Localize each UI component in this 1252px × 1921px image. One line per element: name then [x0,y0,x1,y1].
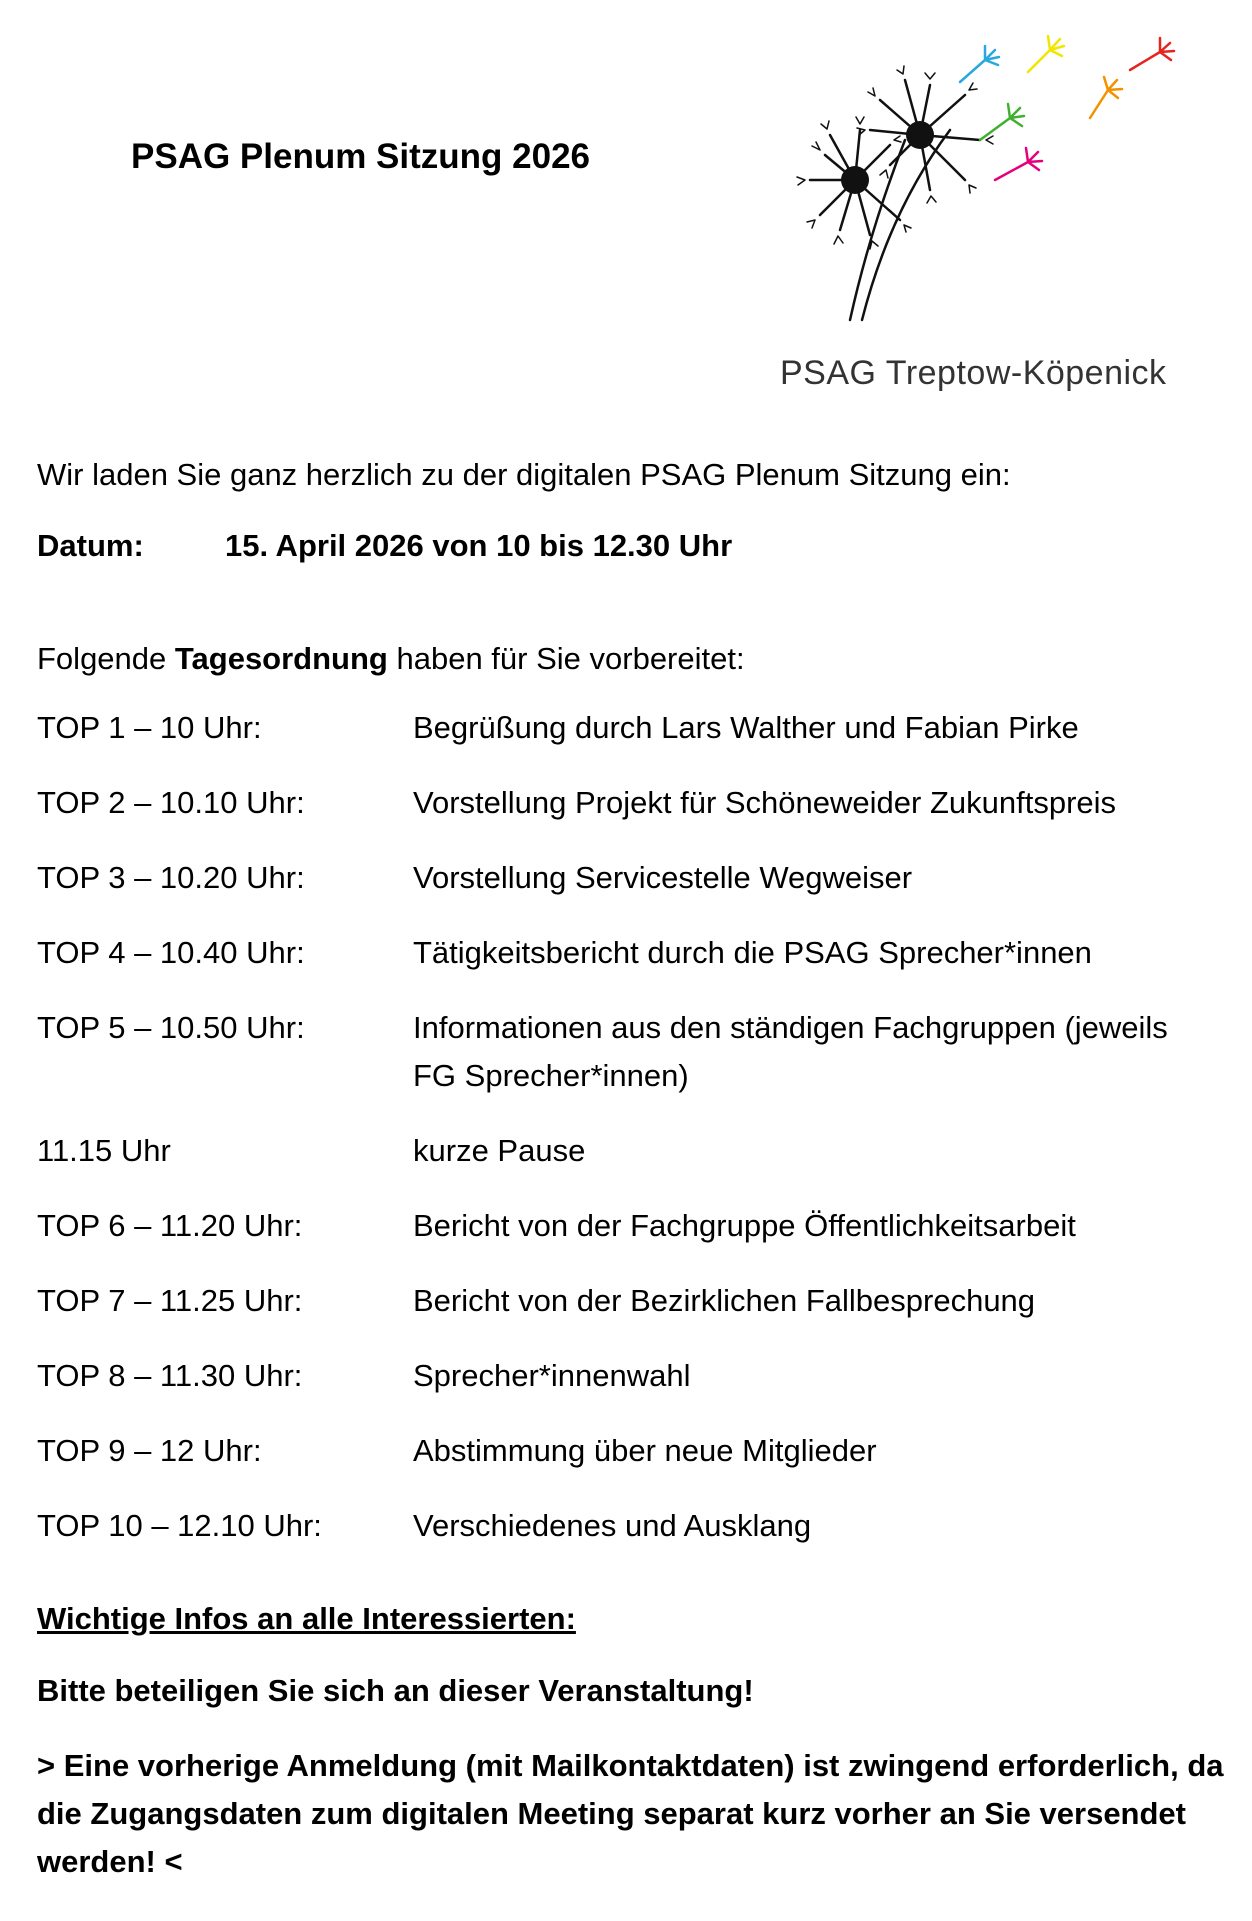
agenda-topic: Bericht von der Fachgruppe Öffentlichkeitsarbeit [413,1208,1076,1243]
agenda-time: TOP 10 – 12.10 Uhr: [37,1508,322,1543]
info-heading: Wichtige Infos an alle Interessierten: [37,1601,576,1636]
agenda-topic: Abstimmung über neue Mitglieder [413,1433,877,1468]
agenda-topic: Begrüßung durch Lars Walther und Fabian Pirke [413,710,1079,745]
agenda-item [37,1432,1237,1475]
agenda-time: TOP 1 – 10 Uhr: [37,710,262,745]
agenda-item [37,784,1237,827]
agenda-time: TOP 4 – 10.40 Uhr: [37,935,305,970]
agenda-topic: Tätigkeitsbericht durch die PSAG Sprecher*innen [413,935,1092,970]
organization-name: PSAG Treptow-Köpenick [780,354,1167,392]
agenda-time: TOP 3 – 10.20 Uhr: [37,860,305,895]
agenda-topic: Informationen aus den ständigen Fachgruppen (jeweils FG Sprecher*innen) [413,1010,1168,1093]
agenda-item [37,1132,1237,1175]
agenda-intro-after: haben für Sie vorbereitet: [387,641,745,676]
agenda-time: TOP 6 – 11.20 Uhr: [37,1208,303,1243]
agenda-item [37,934,1237,977]
date-value: 15. April 2026 von 10 bis 12.30 Uhr [225,528,733,563]
agenda-item [37,1507,1237,1550]
intro-text: Wir laden Sie ganz herzlich zu der digitalen PSAG Plenum Sitzung ein: [37,457,1011,492]
agenda-time: TOP 5 – 10.50 Uhr: [37,1010,305,1045]
agenda-intro-bold: Tagesordnung [174,641,388,676]
agenda-item [37,1282,1237,1325]
agenda-topic: Vorstellung Projekt für Schöneweider Zukunftspreis [413,785,1117,820]
agenda-item [37,1207,1237,1250]
agenda-topic: Verschiedenes und Ausklang [413,1508,812,1543]
agenda-time: TOP 2 – 10.10 Uhr: [37,785,305,820]
agenda-list [37,709,1237,1582]
agenda-time: TOP 7 – 11.25 Uhr: [37,1283,303,1318]
date-label: Datum: [37,528,144,563]
agenda-intro-before: Folgende [37,641,175,676]
agenda-time: 11.15 Uhr [37,1133,171,1168]
page-title: PSAG Plenum Sitzung 2026 [131,137,590,176]
agenda-topic: Vorstellung Servicestelle Wegweiser [413,860,913,895]
agenda-topic: kurze Pause [413,1133,586,1168]
agenda-topic: Sprecher*innenwahl [413,1358,691,1393]
agenda-intro [37,640,745,678]
agenda-item [37,1009,1237,1100]
agenda-item [37,859,1237,902]
agenda-item [37,709,1237,752]
info-call-to-action: Bitte beteiligen Sie sich an dieser Veranstaltung! [37,1673,754,1708]
agenda-time: TOP 8 – 11.30 Uhr: [37,1358,303,1393]
agenda-item [37,1357,1237,1400]
agenda-time: TOP 9 – 12 Uhr: [37,1433,262,1468]
agenda-topic: Bericht von der Bezirklichen Fallbesprechung [413,1283,1036,1318]
info-registration-note: > Eine vorherige Anmeldung (mit Mailkontaktdaten) ist zwingend erforderlich, da die Zugangsdaten zum digitalen Meeting separat kurz vorher an Sie versendet werden! < [37,1748,1224,1879]
dandelion-logo [770,30,1190,330]
